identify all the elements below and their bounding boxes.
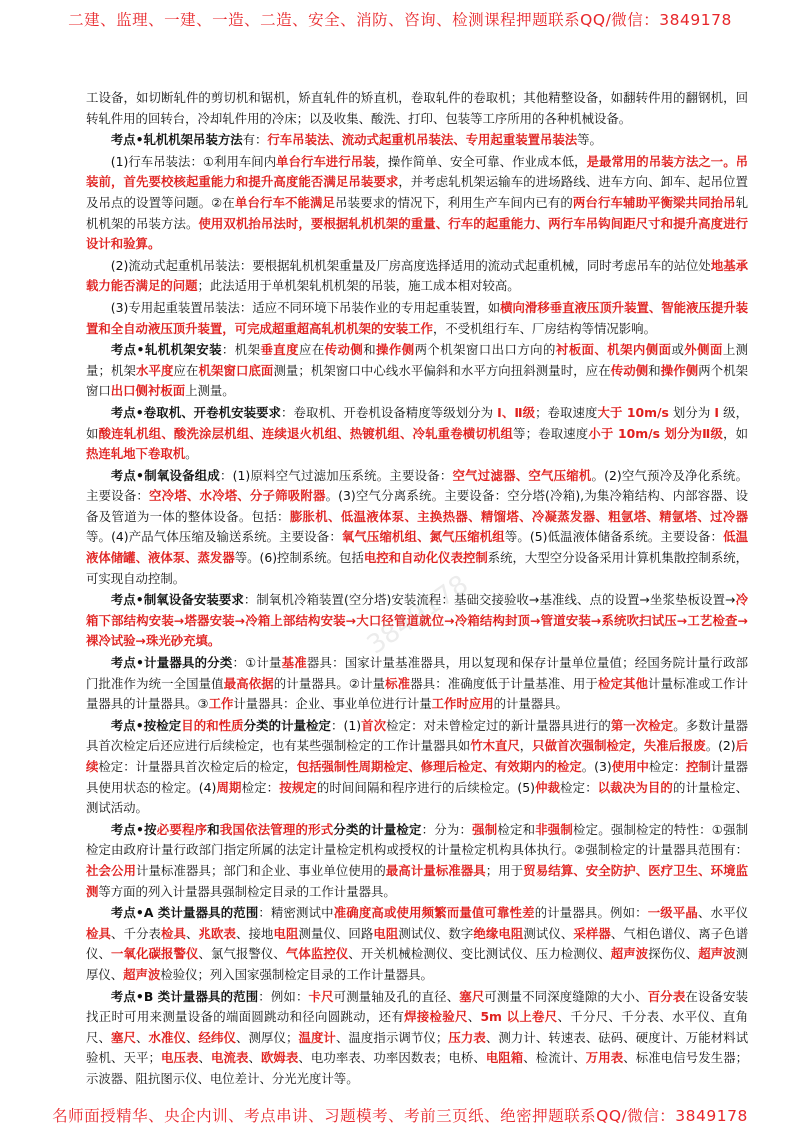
paragraph <box>86 716 748 819</box>
highlight-text: 最高计量标准器具 <box>385 862 486 878</box>
highlight-text: 使用双机抬吊法时，要根据轧机机架的重量、行车的起重能力、两行车吊钩间距尺寸和提升高度进行设计和验算。 <box>86 215 749 252</box>
body-text: 等。 <box>577 132 602 148</box>
highlight-text: 一级平晶 <box>647 905 698 921</box>
body-text: (1)行车吊装法：①利用车间内 <box>110 153 277 169</box>
topic-heading: 考点•按检定 <box>110 717 182 733</box>
highlight-text: 后续 <box>86 738 749 774</box>
highlight-text: 最高依据 <box>223 675 274 691</box>
highlight-text: 工作时应用 <box>431 696 494 712</box>
body-text: 的时间间隔和程序进行的后续检定。(5) <box>316 779 535 795</box>
body-text: 、电功率表、功率因数表；电桥、 <box>298 1050 486 1066</box>
topic-heading: 考点•制氧设备安装要求 <box>110 592 244 608</box>
body-text: 计量器具使用状态的检定。(4) <box>86 759 749 795</box>
highlight-text: 地基承载力能否满足的问题 <box>86 257 748 294</box>
highlight-text: 5m 以上卷尺 <box>480 1009 558 1025</box>
highlight-text: 电阻箱 <box>485 1050 524 1066</box>
body-text: 级，如 <box>86 404 748 441</box>
highlight-text: 大于 10m/s <box>597 404 669 420</box>
document-body <box>86 88 748 1091</box>
body-text: 等。(5)低温液体储备系统。主要设备： <box>504 529 724 545</box>
body-text: 、开关机械检测仪、变比测试仪、压力检测仪、 <box>348 946 611 962</box>
highlight-text: 强制 <box>472 821 498 837</box>
highlight-text: 电控和自动化仪表控制 <box>363 550 488 566</box>
paragraph <box>86 653 748 715</box>
topic-heading: 考点•轧机机架吊装方法 <box>110 132 243 148</box>
body-text: 等；卷取速度 <box>513 425 589 441</box>
highlight-text: 标准 <box>385 675 411 691</box>
highlight-text: 经纬仪 <box>198 1029 236 1045</box>
highlight-text: 横向滑移垂直液压顶升装置、智能液压提升装置和全自动液压顶升装置，可完成超重超高轧机机架的安装工作 <box>86 299 748 336</box>
highlight-text: 焊接检验尺 <box>404 1009 468 1025</box>
body-text: ；此法适用于单机架轧机机架的吊装，施工成本相对较高。 <box>197 278 520 294</box>
body-text: 。(3)空气分离系统。主要设备：空分塔(冷箱),为集冷箱结构、内部容器、设备及管道为一体的整体设备。包括： <box>86 488 748 524</box>
body-text: 。 <box>185 446 198 462</box>
highlight-text: 万用表 <box>585 1050 624 1066</box>
highlight-text: 单台行车进行吊装 <box>276 153 376 169</box>
body-text: 检定： <box>648 759 687 774</box>
body-text: 、测厚仪； <box>235 1029 299 1045</box>
highlight-text: 衬板面、机架内侧面 <box>555 342 672 358</box>
highlight-text: 超声波 <box>610 946 649 962</box>
highlight-text: 单台行车不能满足 <box>234 194 336 210</box>
body-text: 系统，大型空分设备采用计算机集散控制系统，可实现自动控制。 <box>86 550 749 586</box>
highlight-text: 一氧化碳报警仪 <box>111 946 199 962</box>
highlight-text: 低温液体储罐、液体泵、蒸发器 <box>86 529 748 566</box>
body-text: 应在 <box>173 362 199 378</box>
body-text: 检定： <box>560 779 598 795</box>
body-text: 。(2) <box>705 738 736 754</box>
body-text: ：①计量 <box>232 655 282 671</box>
body-text: 器具：准确度低于计量基准、用于 <box>410 675 598 691</box>
highlight-text: 电阻 <box>273 925 299 941</box>
body-text: ：机架 <box>221 342 261 358</box>
body-text: 检定：对未曾检定过的新计量器具进行的 <box>386 717 611 733</box>
paragraph <box>86 130 748 151</box>
body-text: 、检流计、 <box>523 1050 586 1066</box>
highlight-text: 必要程序 <box>156 821 208 837</box>
body-text: ：例如： <box>258 988 309 1004</box>
body-text: 计量标准或工作计量器具的计量器具。③ <box>86 675 749 712</box>
body-text: 或 <box>671 342 685 358</box>
body-text: 、 <box>198 1050 211 1066</box>
topic-heading: 考点•B 类计量器具的范围 <box>110 988 259 1004</box>
highlight-text: 准确度高或使用频繁而量值可靠性差 <box>333 905 535 921</box>
highlight-text: 卡尺 <box>308 988 334 1004</box>
body-text: 、 <box>185 1029 199 1045</box>
highlight-text: 我国依法管理的形式 <box>219 821 334 837</box>
body-text: 应在 <box>298 342 325 358</box>
highlight-text: 机架窗口底面 <box>198 362 274 378</box>
paragraph <box>86 256 748 297</box>
body-text: 两个机架窗口出口方向的 <box>414 342 556 358</box>
highlight-text: 社会公用 <box>86 862 136 878</box>
body-text: 的计量器具。例如： <box>534 905 648 921</box>
body-text: 、氯气报警仪、 <box>198 946 286 962</box>
body-text: ，操作简单、安全可靠、作业成本低， <box>375 153 587 169</box>
highlight-text: 超声波 <box>123 966 161 982</box>
highlight-text: 工作 <box>208 696 234 712</box>
highlight-text: 以裁决为目的 <box>597 779 673 795</box>
body-text: 的计量器具。 <box>493 696 568 712</box>
topic-heading: 分类的计量检定 <box>243 717 332 733</box>
body-text: 测量仪、回路 <box>298 925 374 941</box>
highlight-text: 目的和性质 <box>181 717 244 733</box>
body-text: 轧机机架的吊装方法。 <box>86 194 749 231</box>
body-text: 、接地 <box>235 925 274 941</box>
topic-heading: 分类的计量检定 <box>333 821 422 837</box>
body-text: ：(1)原料空气过滤加压系统。主要设备： <box>220 467 453 483</box>
body-text: 测试仪、 <box>523 925 574 941</box>
paragraph <box>86 340 748 402</box>
body-text: 检定： <box>241 779 280 795</box>
highlight-text: 检定其他 <box>597 675 649 691</box>
highlight-text: 传动侧 <box>610 362 649 378</box>
highlight-text: 检具 <box>160 925 186 941</box>
highlight-text: 热连轧地下卷取机 <box>86 446 186 462</box>
highlight-text: 小于 10m/s 划分为Ⅱ级 <box>588 425 724 441</box>
highlight-text: 水平度 <box>135 362 174 378</box>
highlight-text: 首次 <box>361 717 387 733</box>
body-text: 、气相色谱仪、离子色谱仪、 <box>86 925 749 962</box>
highlight-text: 仲裁 <box>534 779 561 795</box>
body-text: 。(3) <box>581 759 612 774</box>
topic-heading: 考点•卷取机、开卷机安装要求 <box>110 404 282 420</box>
highlight-text: 检具 <box>86 925 111 941</box>
body-text: 等。(6)控制系统。包括 <box>234 550 364 566</box>
body-text: 上测量；机架 <box>86 342 749 378</box>
highlight-text: 传动侧 <box>324 342 364 358</box>
body-text: ，不受机组行车、厂房结构等情况影响。 <box>432 320 656 336</box>
highlight-text: 行车吊装法、流动式起重机吊装法、专用起重装置吊装法 <box>267 132 578 148</box>
highlight-text: 温度计 <box>298 1029 336 1045</box>
highlight-text: 欧姆表 <box>260 1050 299 1066</box>
highlight-text: 两台行车辅助平衡梁共同抬吊 <box>572 194 736 210</box>
body-text: 、 <box>248 1050 261 1066</box>
body-text: 两个机架窗口 <box>86 362 749 399</box>
body-text: 器具：国家计量基准器具，用以复现和保存计量单位量值；经国务院计量行政部门批准作为统一全国量值 <box>86 655 749 691</box>
highlight-text: 氧气压缩机组、氮气压缩机组 <box>341 529 505 545</box>
paragraph <box>86 820 748 902</box>
body-text: ：制氧机冷箱装置(空分塔)安装流程：基础交接验收→基准线、点的设置→坐浆垫板设置→ <box>243 592 736 608</box>
body-text: 可测量不同深度缝隙的大小、 <box>484 988 648 1004</box>
highlight-text: 包括强制性周期检定、修理后检定、有效期内的检定 <box>296 759 582 774</box>
body-text: ：(1) <box>331 717 362 733</box>
body-text: 等方面的列入计量器具强制检定目录的工作计量器具。 <box>98 883 396 899</box>
highlight-text: 兆欧表 <box>198 925 236 941</box>
highlight-text: Ⅰ <box>714 404 720 420</box>
highlight-text: 非强制 <box>535 821 574 837</box>
body-text: 、标准电信号发生器；示波器、阻抗图示仪、电位差计、分光光度计等。 <box>86 1050 749 1086</box>
body-text: ：卷取机、开卷机设备精度等级划分为 <box>281 404 498 420</box>
body-text: 。(2)空气预冷及净化系统。主要设备： <box>86 467 748 504</box>
body-text: ；卷取速度 <box>535 404 598 420</box>
body-text: 测量；机架窗口中心线水平偏斜和水平方向扭斜测量时，应在 <box>273 362 611 378</box>
highlight-text: 操作侧 <box>376 342 415 358</box>
highlight-text: 酸连轧机组、酸洗涂层机组、连续退火机组、热镀机组、冷轧重卷横切机组 <box>98 425 514 441</box>
body-text: 、千分尺、千分表、水平仪、直角尺、 <box>86 1009 749 1045</box>
highlight-text: 空气过滤器、空气压缩机 <box>452 467 592 483</box>
highlight-text: 外侧面 <box>684 342 723 358</box>
highlight-text: 垂直度 <box>260 342 299 358</box>
body-text: 上测量。 <box>185 383 235 399</box>
body-text: 工设备，如切断轧件的剪切机和锯机，矫直轧件的矫直机，卷取轧件的卷取机；其他精整设备，如翻转件用的翻钢机，回转轧件用的回转台，冷却轧件用的冷床；以及收集、酸洗、打印、包装等工序所用的各种机械设备。 <box>86 90 748 126</box>
body-text: ；用于 <box>485 862 524 878</box>
topic-heading: 考点•轧机机架安装 <box>110 342 222 358</box>
body-text: (2)流动式起重机吊装法：要根据轧机机架重量及厂房高度选择适用的流动式起重机械，同时考虑吊车的站位处 <box>110 257 711 273</box>
highlight-text: 超声波 <box>698 946 736 962</box>
highlight-text: 控制 <box>686 759 711 774</box>
body-text: 、温度指示调节仪； <box>335 1029 449 1045</box>
topic-heading: 考点•计量器具的分类 <box>110 655 233 671</box>
highlight-text: 膨胀机、低温液体泵、主换热器、精馏塔、冷凝蒸发器、粗氩塔、精氩塔、过冷器 <box>289 508 749 524</box>
highlight-text: 电流表 <box>210 1050 249 1066</box>
highlight-text: 绝缘电阻 <box>473 925 524 941</box>
highlight-text: 电阻 <box>373 925 399 941</box>
body-text: 计量标准器具；部门和企业、事业单位使用的 <box>135 862 386 878</box>
highlight-text: 出口侧衬板面 <box>110 383 186 399</box>
body-text: 、千分表 <box>111 925 161 941</box>
body-text: 在设备安装找正时可用来测量设备的端面圆跳动和径向圆跳动，还有 <box>86 988 749 1025</box>
body-text: 计量器具：企业、事业单位进行计量 <box>233 696 432 712</box>
highlight-text: 使用中 <box>611 759 649 774</box>
body-text: 吊装要求的情况下，利用生产车间内已有的 <box>335 194 573 210</box>
body-text: ：精密测试中 <box>258 905 334 921</box>
highlight-text: 周期 <box>216 779 242 795</box>
body-text: 。多数计量器具首次检定后还应进行后续检定，也有某些强制检定的工作计量器具如 <box>86 717 749 754</box>
topic-heading: 考点•制氧设备组成 <box>110 467 221 483</box>
body-text: ，如 <box>723 425 749 441</box>
body-text: 测厚仪、 <box>86 946 749 982</box>
paragraph <box>86 466 748 590</box>
paragraph <box>86 903 748 985</box>
body-text: 、水平仪 <box>697 905 749 921</box>
paragraph <box>86 987 748 1090</box>
highlight-text: 气体监控仪 <box>285 946 349 962</box>
body-text: 可测量轴及孔的直径、 <box>333 988 460 1004</box>
highlight-text: 塞尺 <box>111 1029 136 1045</box>
body-text: 检验仪；列入国家强制检定目录的工作计量器具。 <box>160 966 433 982</box>
body-text: 等。(4)产品气体压缩及输送系统。主要设备： <box>86 529 342 545</box>
highlight-text: Ⅰ、Ⅱ级 <box>497 404 536 420</box>
highlight-text: 塞尺 <box>459 988 485 1004</box>
body-text: 、 <box>185 925 199 941</box>
paragraph <box>86 298 748 339</box>
body-text: 检定。强制检定的特性：①强制检定由政府计量行政部门指定所属的法定计量检定机构或授权的计量检定机构具体执行。②强制检定的计量器具范围有： <box>86 821 749 858</box>
paragraph <box>86 88 748 129</box>
body-text: 检定：计量器具首次检定后的检定， <box>98 759 297 774</box>
footer-banner: 名师面授精华、央企内训、考点串讲、习题模考、考前三页纸、绝密押题联系QQ/微信：3849178 <box>52 1107 748 1125</box>
highlight-text: 只做首次强制检定，失准后报废 <box>532 738 706 754</box>
highlight-text: 贸易结算、安全防护、医疗卫生、环境监测 <box>86 862 749 899</box>
highlight-text: 百分表 <box>647 988 686 1004</box>
highlight-text: 操作侧 <box>660 362 699 378</box>
highlight-text: 空冷塔、水冷塔、分子筛吸附器 <box>149 488 326 504</box>
highlight-text: 基准 <box>281 655 307 671</box>
body-text: 、 <box>136 1029 149 1045</box>
highlight-text: 压力表 <box>448 1029 486 1045</box>
topic-heading: 和 <box>207 821 220 837</box>
body-text: 检定和 <box>497 821 536 837</box>
body-text: 和 <box>648 362 661 378</box>
highlight-text: 冷箱下部结构安装→塔器安装→冷箱上部结构安装→大口径管道就位→冷箱结构封顶→管道安装→系统吹扫试压→工艺检查→裸冷试验→珠光砂充填。 <box>86 592 749 649</box>
body-text: 、测力计、转速表、砝码、硬度计、万能材料试验机、天平； <box>86 1029 749 1066</box>
highlight-text: 按规定 <box>279 779 317 795</box>
topic-heading: 考点•A 类计量器具的范围 <box>110 905 259 921</box>
topic-heading: 考点•按 <box>110 821 157 837</box>
body-text: 的计量器具。②计量 <box>273 675 386 691</box>
body-text: ， <box>519 738 533 754</box>
body-text: 有： <box>242 132 268 148</box>
body-text: 划分为 <box>668 404 715 420</box>
body-text: (3)专用起重装置吊装法：适应不同环境下吊装作业的专用起重装置，如 <box>110 299 501 315</box>
highlight-text: 是最常用的吊装方法之一。吊装前，首先要校核起重能力和提升高度能否满足吊装要求 <box>86 153 749 190</box>
body-text: 探伤仪、 <box>648 946 699 962</box>
header-banner: 二建、监理、一建、一造、二造、安全、消防、咨询、检测课程押题联系QQ/微信：3849178 <box>68 11 732 29</box>
highlight-text: 第一次检定 <box>610 717 674 733</box>
highlight-text: 采样器 <box>573 925 611 941</box>
body-text: ：分为： <box>421 821 473 837</box>
body-text: ，并考虑轧机架运输车的进场路线、进车方向、卸车、起吊位置及吊点的设置等问题。②在 <box>86 174 749 210</box>
paragraph <box>86 152 748 255</box>
body-text: 和 <box>363 342 377 358</box>
body-text: 、 <box>467 1009 481 1025</box>
body-text: 的计量检定、测试活动。 <box>86 779 749 816</box>
watermark: 3849178 <box>361 569 474 661</box>
highlight-text: 电压表 <box>160 1050 199 1066</box>
paragraph <box>86 403 748 465</box>
highlight-text: 竹木直尺 <box>470 738 520 754</box>
body-text: 测试仪、数字 <box>398 925 474 941</box>
highlight-text: 水准仪 <box>148 1029 186 1045</box>
